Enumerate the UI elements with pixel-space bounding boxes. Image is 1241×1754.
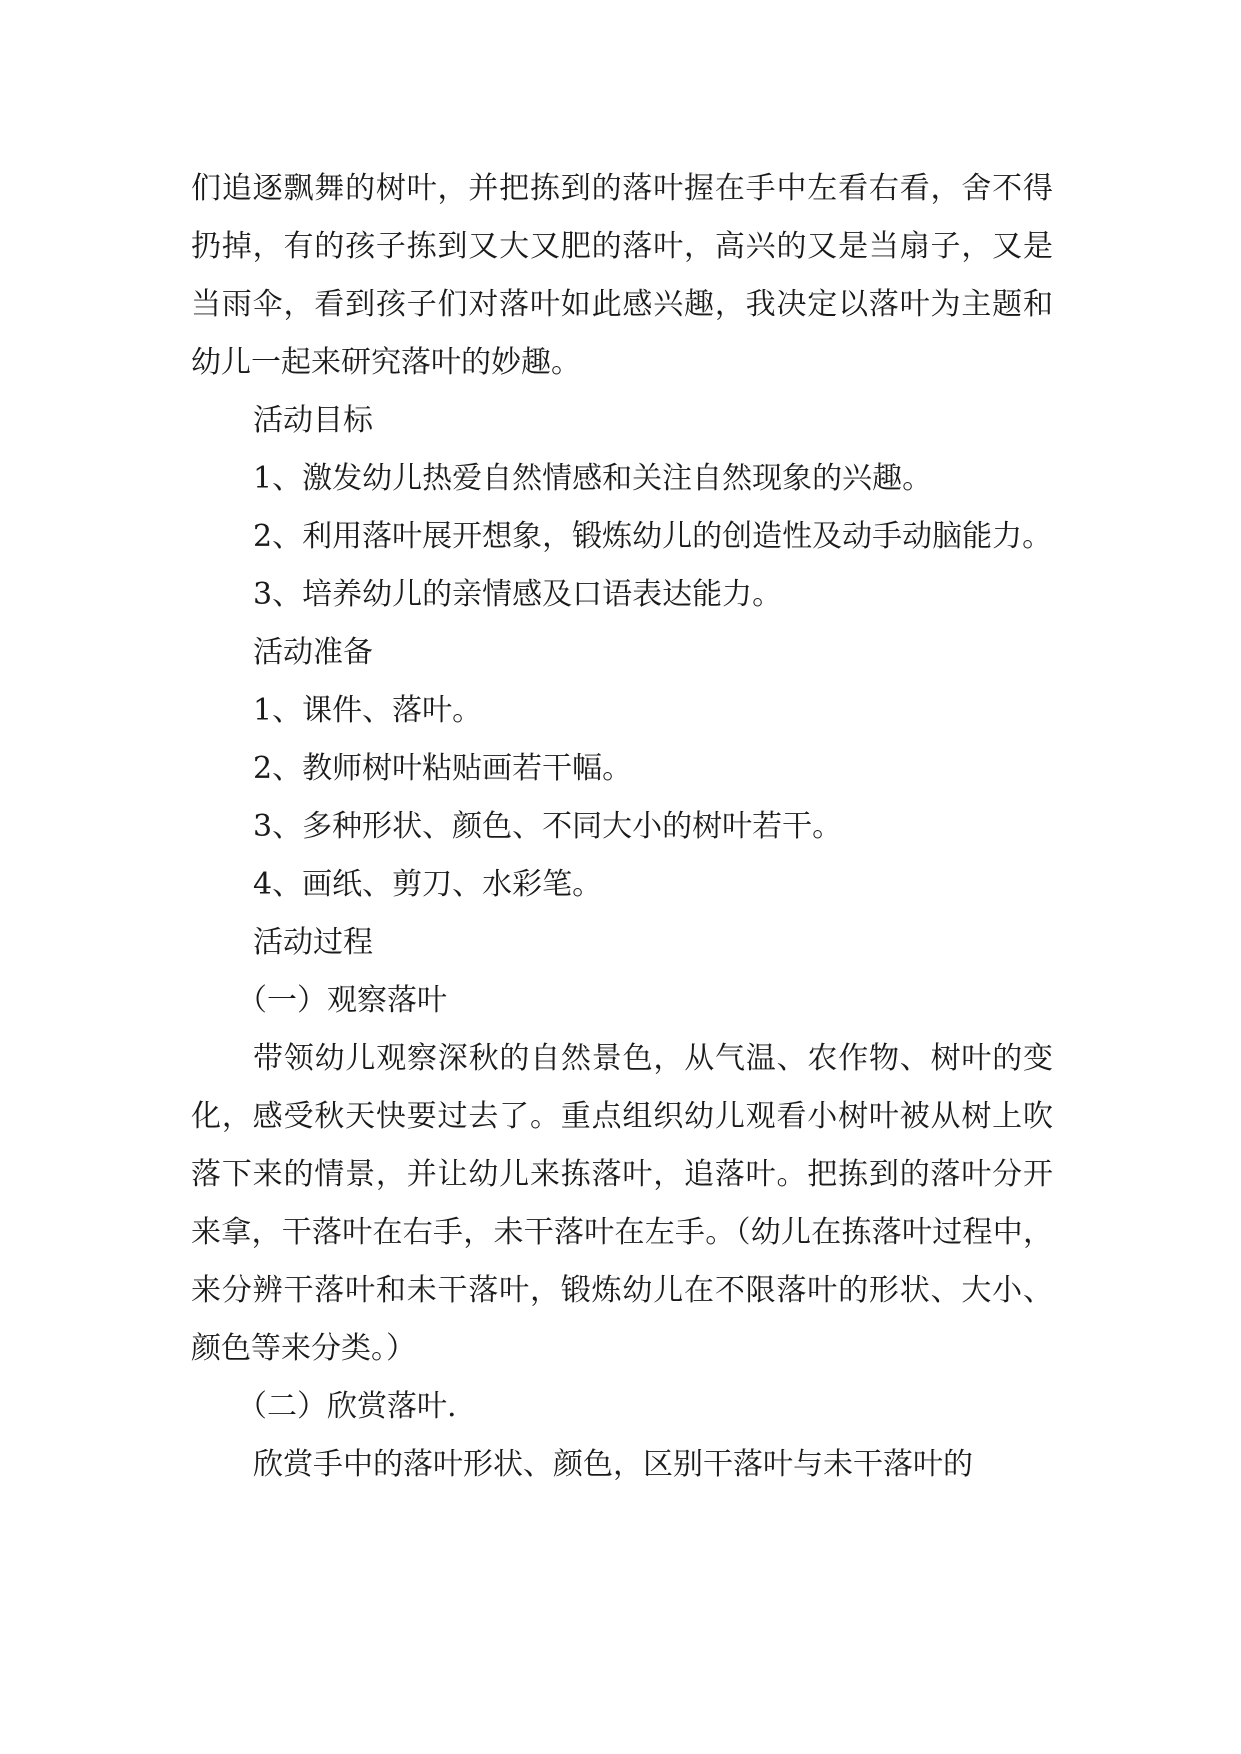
preparation-item-3: 3、多种形状、颜色、不同大小的树叶若干。 (253, 809, 843, 844)
goal-item-3: 3、培养幼儿的亲情感及口语表达能力。 (253, 577, 783, 612)
process-step-2-body: 欣赏手中的落叶形状、颜色，区别干落叶与未干落叶的 (253, 1447, 973, 1482)
heading-activity-goals: 活动目标 (253, 403, 373, 438)
goal-item-2: 2、利用落叶展开想象，锻炼幼儿的创造性及动手动脑能力。 (253, 519, 1053, 554)
heading-activity-process: 活动过程 (253, 925, 373, 960)
preparation-item-2: 2、教师树叶粘贴画若干幅。 (253, 751, 633, 786)
goal-item-1: 1、激发幼儿热爱自然情感和关注自然现象的兴趣。 (253, 461, 933, 496)
process-step-1-title: （一）观察落叶 (237, 983, 447, 1018)
preparation-item-4: 4、画纸、剪刀、水彩笔。 (253, 867, 603, 902)
process-step-2-title: （二）欣赏落叶. (237, 1389, 457, 1424)
intro-paragraph-continuation: 们追逐飘舞的树叶，并把拣到的落叶握在手中左看右看，舍不得扔掉，有的孩子拣到又大又肥的落叶，高兴的又是当扇子，又是当雨伞，看到孩子们对落叶如此感兴趣，我决定以落叶为主题和幼儿一起来研究落叶的妙趣。 (191, 171, 1053, 380)
heading-activity-preparation: 活动准备 (253, 635, 373, 670)
process-step-1-body: 带领幼儿观察深秋的自然景色，从气温、农作物、树叶的变化，感受秋天快要过去了。重点组织幼儿观看小树叶被从树上吹落下来的情景，并让幼儿来拣落叶，追落叶。把拣到的落叶分开来拿，干落叶在右手，未干落叶在左手。（幼儿在拣落叶过程中，来分辨干落叶和未干落叶，锻炼幼儿在不限落叶的形状、大小、颜色等来分类。） (191, 1041, 1053, 1366)
preparation-item-1: 1、课件、落叶。 (253, 693, 483, 728)
document-body (191, 160, 1053, 1494)
